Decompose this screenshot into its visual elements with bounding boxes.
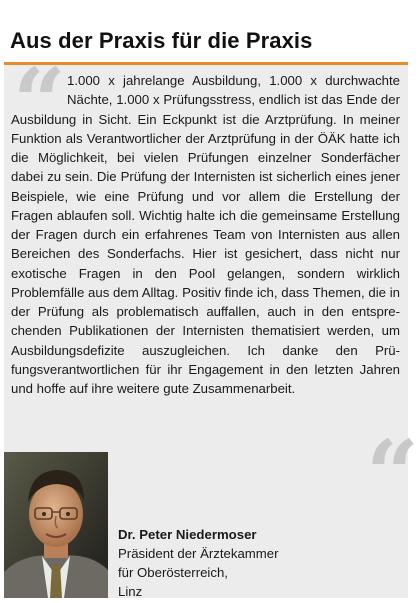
page-title: Aus der Praxis für die Praxis xyxy=(10,28,313,53)
author-region: für Oberösterreich, xyxy=(118,565,228,580)
signature-block xyxy=(118,525,279,601)
author-photo xyxy=(4,452,108,598)
quote-mark-spacer xyxy=(11,71,67,105)
author-city: Linz xyxy=(118,584,143,599)
quote-body xyxy=(11,71,400,398)
closing-quote-mark: “ xyxy=(366,420,419,528)
portrait-image xyxy=(4,452,108,598)
quote-body-text: 1.000 x jahrelange Ausbildung, 1.000 x durchwachte Nächte, 1.000 x Prüfungsstress, endlich ist das Ende der Ausbildung in Sicht. Ein Eckpunkt ist die Arztprüfung. In meiner Funktion als Verantwortlicher der Arztprüfung in der ÖÄK hatte ich die Möglichkeit, bei vielen Prüfungen einzelner Sonderfächer dabei zu sein. Die Prüfung der Internisten ist sicherlich eines jener Beispiele, wie eine Prüfung und vor allem die Erstellung der Fragen ablaufen soll. Wichtig halte ich die gemeinsame Erstellung der Fragen durch ein erfahrenes Team von Internisten aus allen Bereichen des Sonderfachs. Hier ist gesichert, dass nicht nur exotische Fragen in den Pool gelangen, sondern wirklich Problemfälle aus dem Alltag. Positiv finde ich, dass Themen, die in der Prüfung als problematisch auffallen, auch in den entsprechenden Publikationen der Internisten thematisiert werden, um Ausbildungsdefizite auszugleichen. Ich danke den Prüfungsverantwortlichen für ihr Engagement in den letzten Jahren und hoffe auf ihre weitere gute Zusammenarbeit. xyxy=(11,73,400,396)
author-role: Präsident der Ärztekammer xyxy=(118,546,279,561)
author-name: Dr. Peter Niedermoser xyxy=(118,527,257,542)
opening-quote-mark: “ xyxy=(13,48,66,156)
